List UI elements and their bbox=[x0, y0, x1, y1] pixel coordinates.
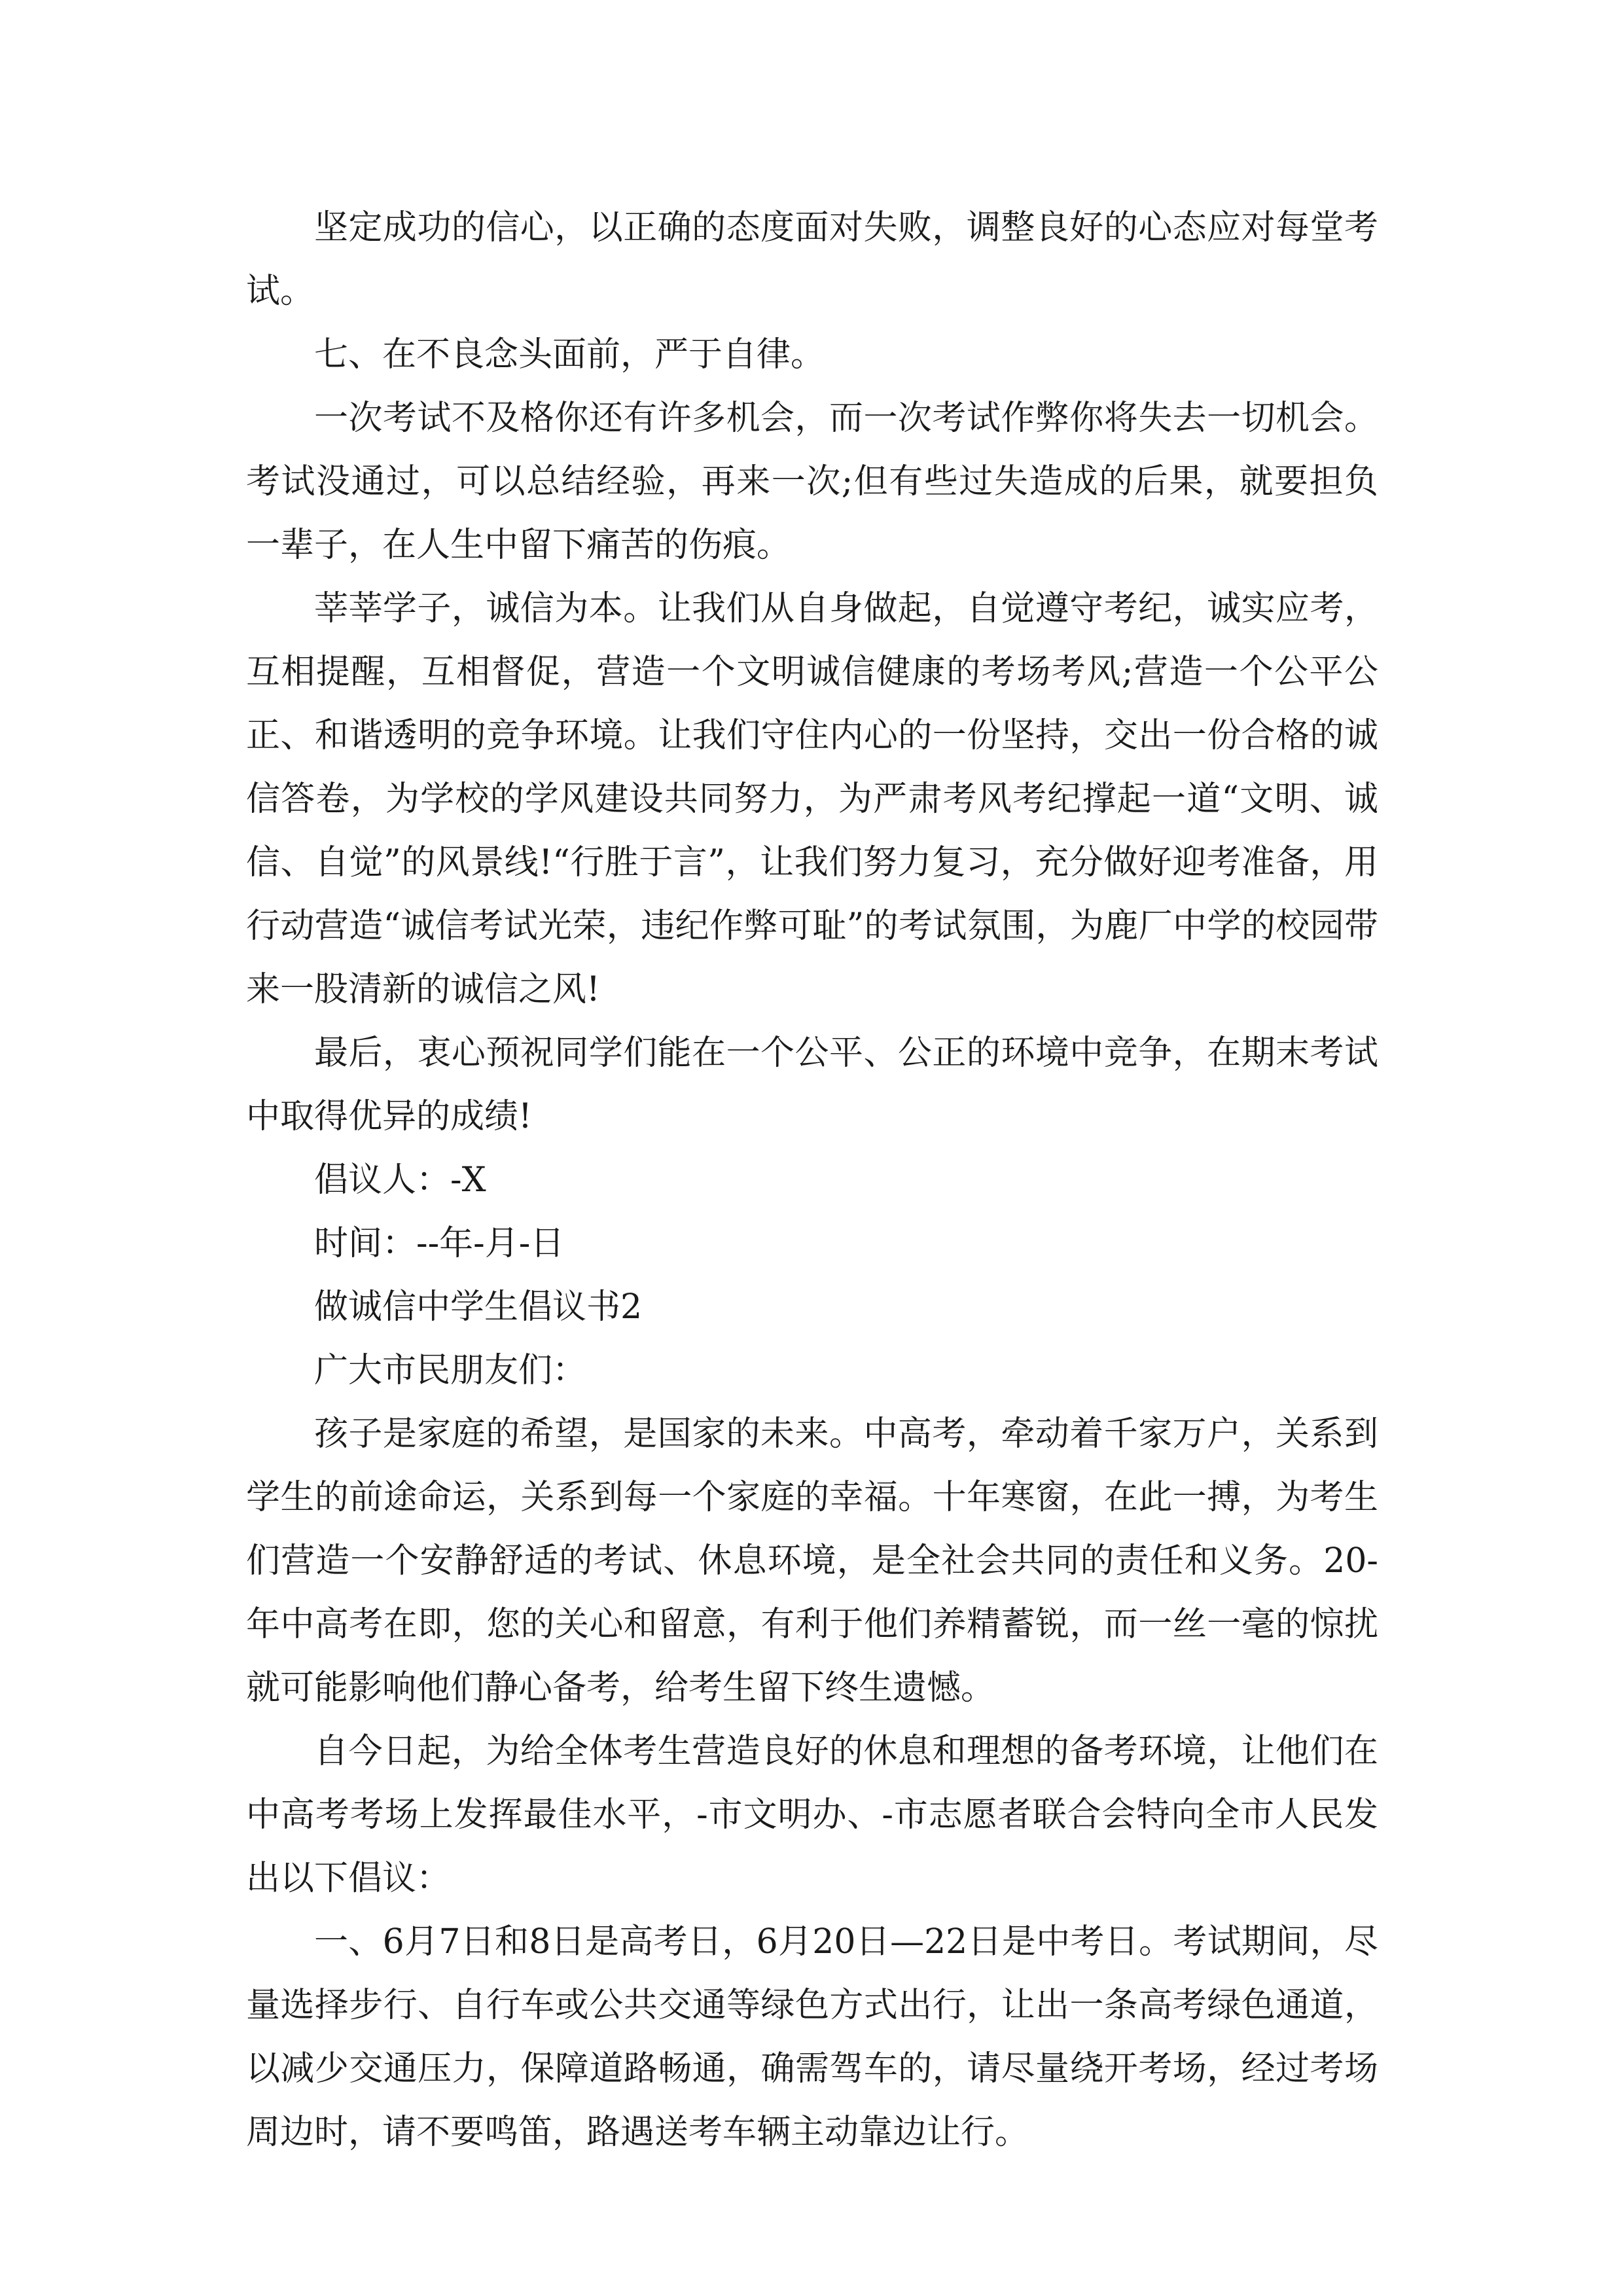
paragraph-closing-wishes: 最后，衷心预祝同学们能在一个公平、公正的环境中竞争，在期末考试中取得优异的成绩! bbox=[246, 1033, 1378, 1136]
paragraph-exam-dates-traffic: 一、6月7日和8日是高考日，6月20日—22日是中考日。考试期间，尽量选择步行、自行车或公共交通等绿色方式出行，让出一条高考绿色通道，以减少交通压力，保障道路畅通，确需驾车的，请尽量绕开考场，经过考场周边时，请不要鸣笛，路遇送考车辆主动靠边让行。 bbox=[246, 1922, 1378, 2152]
date-line: 时间：--年-月-日 bbox=[314, 1224, 565, 1263]
paragraph-children-future: 孩子是家庭的希望，是国家的未来。中高考，牵动着千家万户，关系到学生的前途命运，关系到每一个家庭的幸福。十年寒窗，在此一搏，为考生们营造一个安静舒适的考试、休息环境，是全社会共同的责任和义务。20-年中高考在即，您的关心和留意，有利于他们养精蓄锐，而一丝一毫的惊扰就可能影响他们静心备考，给考生留下终生遗憾。 bbox=[246, 1414, 1378, 1708]
paragraph-confidence: 坚定成功的信心，以正确的态度面对失败，调整良好的心态应对每堂考试。 bbox=[246, 208, 1378, 311]
paragraph-initiative-intro: 自今日起，为给全体考生营造良好的休息和理想的备考环境，让他们在中高考考场上发挥最佳水平，-市文明办、-市志愿者联合会特向全市人民发出以下倡议： bbox=[246, 1732, 1378, 1898]
document-body bbox=[246, 196, 1378, 2164]
document-title-2: 做诚信中学生倡议书2 bbox=[314, 1287, 643, 1327]
paragraph-cheating-consequences: 一次考试不及格你还有许多机会，而一次考试作弊你将失去一切机会。考试没通过，可以总结经验，再来一次;但有些过失造成的后果，就要担负一辈子，在人生中留下痛苦的伤痕。 bbox=[246, 399, 1378, 565]
salutation: 广大市民朋友们： bbox=[314, 1351, 587, 1390]
paragraph-integrity-call: 莘莘学子，诚信为本。让我们从自身做起，自觉遵守考纪，诚实应考，互相提醒，互相督促，营造一个文明诚信健康的考场考风;营造一个公平公正、和谐透明的竞争环境。让我们守住内心的一份坚持，交出一份合格的诚信答卷，为学校的学风建设共同努力，为严肃考风考纪撑起一道“文明、诚信、自觉”的风景线!“行胜于言”，让我们努力复习，充分做好迎考准备，用行动营造“诚信考试光荣，违纪作弊可耻”的考试氛围，为鹿厂中学的校园带来一股清新的诚信之风! bbox=[246, 589, 1378, 1009]
section-heading-seven: 七、在不良念头面前，严于自律。 bbox=[314, 335, 825, 374]
initiator-line: 倡议人：-X bbox=[314, 1160, 486, 1200]
